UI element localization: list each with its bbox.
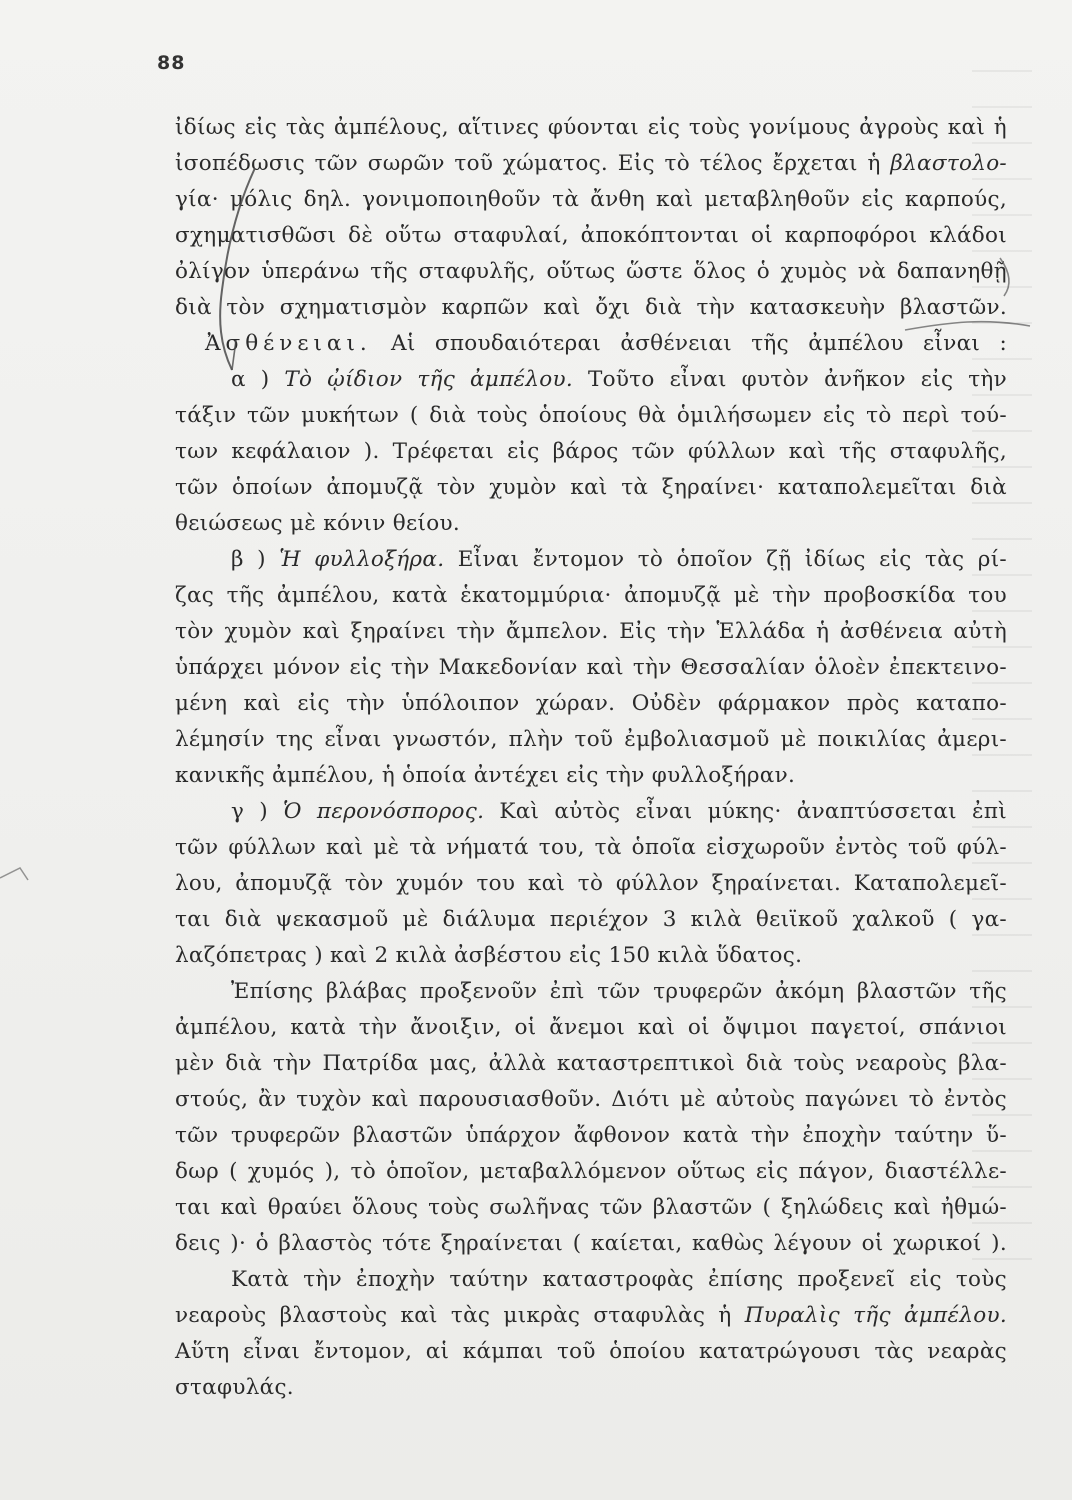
italic-term: Ὁ περονόσπορος. — [283, 799, 485, 824]
text-line-32: δεις )· ὁ βλαστὸς τότε ξηραίνεται ( καίεται, καθὼς λέγουν οἱ χωρικοί ). — [175, 1231, 1007, 1256]
item-label-c: γ ) — [231, 799, 268, 824]
text-line-3: γία· μόλις δηλ. γονιμοποιηθοῦν τὰ ἄνθη καὶ μεταβληθοῦν εἰς καρπούς, — [175, 187, 1007, 212]
text-line-17: μένη καὶ εἰς τὴν ὑπόλοιπον χώραν. Οὐδὲν φάρμακον πρὸς καταπο- — [175, 691, 1007, 716]
text-line-6: διὰ τὸν σχηματισμὸν καρπῶν καὶ ὄχι διὰ τὴν κατασκευὴν βλαστῶν. — [175, 295, 1007, 320]
text-line-8: α ) Τὸ ᾠίδιον τῆς ἀμπέλου. Τοῦτο εἶναι φυτὸν ἀνῆκον εἰς τὴν — [231, 367, 1007, 392]
item-label-a: α ) — [231, 367, 270, 392]
text-line-21: τῶν φύλλων καὶ μὲ τὰ νήματά του, τὰ ὁποῖα εἰσχωροῦν ἐντὸς τοῦ φύλ- — [175, 835, 1007, 860]
text-line-15: τὸν χυμὸν καὶ ξηραίνει τὴν ἄμπελον. Εἰς τὴν Ἑλλάδα ἡ ἀσθένεια αὐτὴ — [175, 619, 1007, 644]
text-line-2: ἰσοπέδωσις τῶν σωρῶν τοῦ χώματος. Εἰς τὸ τέλος ἔρχεται ἡ βλαστολο- — [175, 151, 1007, 176]
text-line-5: ὀλίγον ὑπεράνω τῆς σταφυλῆς, οὕτως ὥστε ὅλος ὁ χυμὸς νὰ δαπανηθῇ — [175, 259, 1007, 284]
text-line-9: τάξιν τῶν μυκήτων ( διὰ τοὺς ὁποίους θὰ ὁμιλήσωμεν εἰς τὸ περὶ τού- — [175, 403, 1007, 428]
pencil-tick-left — [0, 868, 28, 880]
italic-term: βλαστολο- — [890, 151, 1007, 176]
page-number: 88 — [157, 52, 186, 74]
text-line-29: τῶν τρυφερῶν βλαστῶν ὑπάρχον ἄφθονον κατὰ τὴν ἐποχὴν ταύτην ὕ- — [175, 1123, 1007, 1148]
italic-term: Τὸ ᾠίδιον τῆς ἀμπέλου. — [284, 367, 574, 392]
text-line-25: Ἐπίσης βλάβας προξενοῦν ἐπὶ τῶν τρυφερῶν ἀκόμη βλαστῶν τῆς — [231, 979, 1007, 1004]
text-line-10: των κεφάλαιον ). Τρέφεται εἰς βάρος τῶν φύλλων καὶ τῆς σταφυλῆς, — [175, 439, 1007, 464]
text-line-12: θειώσεως μὲ κόνιν θείου. — [175, 511, 460, 536]
text-line-11: τῶν ὁποίων ἀπομυζᾷ τὸν χυμὸν καὶ τὰ ξηραίνει· καταπολεμεῖται διὰ — [175, 475, 1007, 500]
item-label-b: β ) — [231, 547, 266, 572]
italic-term: Ἡ φυλλοξήρα. — [279, 547, 445, 572]
text-line-33: Κατὰ τὴν ἐποχὴν ταύτην καταστροφὰς ἐπίσης προξενεῖ εἰς τοὺς — [231, 1267, 1007, 1292]
text-line-7-heading: Ἀσθένειαι. Αἱ σπουδαιότεραι ἀσθένειαι τῆς ἀμπέλου εἶναι : — [205, 331, 1007, 356]
text-line-13: β ) Ἡ φυλλοξήρα. Εἶναι ἔντομον τὸ ὁποῖον ζῇ ἰδίως εἰς τὰς ρί- — [231, 547, 1007, 572]
text-line-1: ἰδίως εἰς τὰς ἀμπέλους, αἵτινες φύονται εἰς τοὺς γονίμους ἀγροὺς καὶ ἡ — [175, 115, 1007, 140]
text-line-19: κανικῆς ἀμπέλου, ἡ ὁποία ἀντέχει εἰς τὴν φυλλοξήραν. — [175, 763, 796, 788]
text-line-34: νεαροὺς βλαστοὺς καὶ τὰς μικρὰς σταφυλὰς ἡ Πυραλὶς τῆς ἀμπέλου. — [175, 1303, 1008, 1328]
text-line-16: ὑπάρχει μόνον εἰς τὴν Μακεδονίαν καὶ τὴν Θεσσαλίαν ὁλοὲν ἐπεκτεινο- — [175, 655, 1007, 680]
text-line-35: Αὕτη εἶναι ἔντομον, αἱ κάμπαι τοῦ ὁποίου κατατρώγουσι τὰς νεαρὰς — [175, 1339, 1007, 1364]
text-line-20: γ ) Ὁ περονόσπορος. Καὶ αὐτὸς εἶναι μύκης· ἀναπτύσσεται ἐπὶ — [231, 799, 1007, 824]
text-line-28: στούς, ἂν τυχὸν καὶ παρουσιασθοῦν. Διότι μὲ αὐτοὺς παγώνει τὸ ἐντὸς — [175, 1087, 1007, 1112]
text-line-18: λέμησίν της εἶναι γνωστόν, πλὴν τοῦ ἐμβολιασμοῦ μὲ ποικιλίας ἀμερι- — [175, 727, 1007, 752]
text-line-23: ται διὰ ψεκασμοῦ μὲ διάλυμα περιέχον 3 κιλὰ θειϊκοῦ χαλκοῦ ( γα- — [175, 907, 1007, 932]
text-line-4: σχηματισθῶσι δὲ οὕτω σταφυλαί, ἀποκόπτονται οἱ καρποφόροι κλάδοι — [175, 223, 1007, 248]
text-line-27: μὲν διὰ τὴν Πατρίδα μας, ἀλλὰ καταστρεπτικοὶ διὰ τοὺς νεαροὺς βλα- — [175, 1051, 1007, 1076]
text-line-22: λου, ἀπομυζᾷ τὸν χυμόν του καὶ τὸ φύλλον ξηραίνεται. Καταπολεμεῖ- — [175, 871, 1007, 896]
section-heading-diseases: Ἀσθένειαι. — [205, 331, 372, 356]
italic-term: Πυραλὶς τῆς ἀμπέλου. — [744, 1303, 1008, 1328]
text-line-24: λαζόπετρας ) καὶ 2 κιλὰ ἀσβέστου εἰς 150 κιλὰ ὕδατος. — [175, 943, 803, 968]
text-line-36: σταφυλάς. — [175, 1375, 294, 1400]
text-line-31: ται καὶ θραύει ὅλους τοὺς σωλῆνας τῶν βλαστῶν ( ξηλώδεις καὶ ἠθμώ- — [175, 1195, 1007, 1220]
body-text — [175, 110, 1007, 1406]
text-line-26: ἀμπέλου, κατὰ τὴν ἄνοιξιν, οἱ ἄνεμοι καὶ οἱ ὄψιμοι παγετοί, σπάνιοι — [175, 1015, 1007, 1040]
text-line-30: δωρ ( χυμός ), τὸ ὁποῖον, μεταβαλλόμενον οὕτως εἰς πάγον, διαστέλλε- — [175, 1159, 1007, 1184]
text-line-14: ζας τῆς ἀμπέλου, κατὰ ἑκατομμύρια· ἀπομυζᾷ μὲ τὴν προβοσκίδα του — [175, 583, 1007, 608]
